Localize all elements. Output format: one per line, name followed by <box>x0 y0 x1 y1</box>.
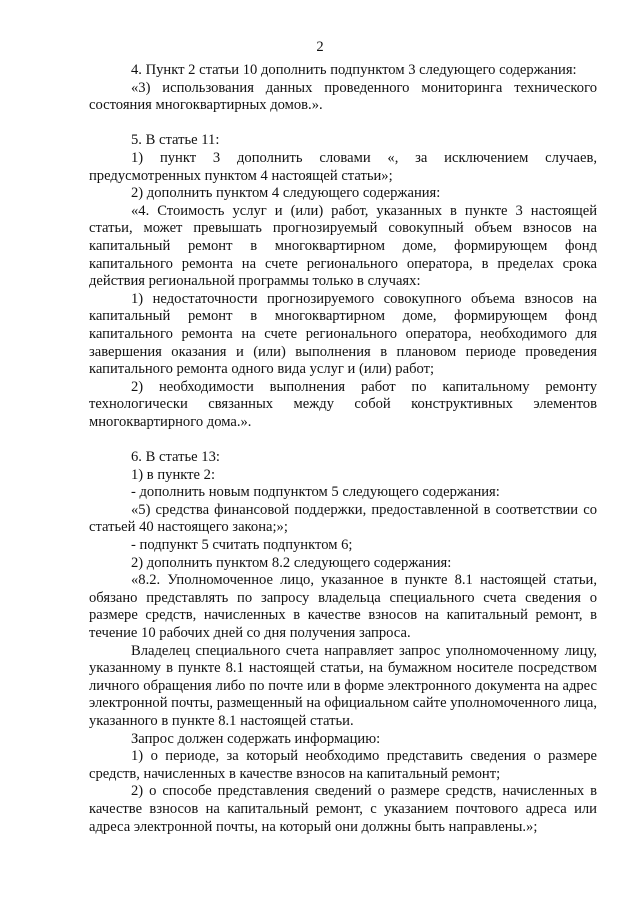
paragraph-dash-renumber: - подпункт 5 считать подпунктом 6; <box>131 537 353 554</box>
paragraph-item-6: 6. В статье 13: <box>131 449 220 466</box>
paragraph-item-6-subitem-1: 1) в пункте 2: <box>131 466 216 483</box>
paragraph-clause-8-2: «8.2. Уполномоченное лицо, указанное в пункте 8.1 настоящей статьи, обязано представлять по запросу владельца специального счета сведения о размере средств, начисленных в качестве взносов на капитальный ремонт, в течение 10 рабочих дней со дня получения запроса. <box>89 572 597 641</box>
paragraph-clause-8-2-info-2: 2) о способе представления сведений о размере средств, начисленных в качестве взносов на капитальный ремонт, с указанием почтового адреса или адреса электронной почты, на который они должны быть направлены.»; <box>89 783 597 835</box>
page-number: 2 <box>316 39 324 55</box>
paragraph-clause-4: «4. Стоимость услуг и (или) работ, указанных в пункте 3 настоящей статьи, может превышать прогнозируемый совокупный объем взносов на капитальный ремонт в многоквартирном доме, формирующем фонд капитального ремонта на счете регионального оператора, в пределах срока действия региональной программы только в случаях: <box>89 202 597 290</box>
paragraph-gap <box>89 431 597 449</box>
paragraph-subitem-5-text: «5) средства финансовой поддержки, предоставленной в соответствии со статьей 40 настоящего закона;»; <box>89 501 597 536</box>
paragraph-item-5: 5. В статье 11: <box>131 132 220 149</box>
paragraph-clause-4-case-2: 2) необходимости выполнения работ по капитальному ремонту технологически связанных между собой конструктивных элементов многоквартирного дома.». <box>89 378 597 430</box>
paragraph-clause-8-2-request: Владелец специального счета направляет запрос уполномоченному лицу, указанному в пункте 8.1 настоящей статьи, на бумажном носителе посредством личного обращения либо по почте или в форме электронного документа на адрес электронной почты, размещенный на официальном сайте уполномоченного лица, указанного в пункте 8.1 настоящей статьи. <box>89 642 598 729</box>
paragraph-clause-8-2-info-1: 1) о периоде, за который необходимо представить сведения о размере средств, начисленных в качестве взносов на капитальный ремонт; <box>89 748 597 782</box>
paragraph-clause-4-case-1: 1) недостаточности прогнозируемого совокупного объема взносов на капитальный ремонт в многоквартирном доме, формирующем фонд капитального ремонта на счете регионального оператора, необходимого для завершения оказания и (или) выполнения в плановом периоде проведения капитального ремонта одного вида услуг и (или) работ; <box>89 290 597 378</box>
document-body <box>89 62 597 836</box>
paragraph-item-6-subitem-2: 2) дополнить пунктом 8.2 следующего содержания: <box>131 554 452 571</box>
paragraph-item-4-subitem-3: «3) использования данных проведенного мониторинга технического состояния многоквартирных домов.». <box>89 79 597 114</box>
paragraph-item-4: 4. Пункт 2 статьи 10 дополнить подпунктом 3 следующего содержания: <box>131 62 577 78</box>
paragraph-item-5-subitem-2: 2) дополнить пунктом 4 следующего содержания: <box>131 185 441 202</box>
paragraph-item-5-subitem-1: 1) пункт 3 дополнить словами «, за исключением случаев, предусмотренных пунктом 4 настоящей статьи»; <box>89 149 597 184</box>
paragraph-gap <box>89 115 597 133</box>
paragraph-dash-add-subitem-5: - дополнить новым подпунктом 5 следующего содержания: <box>131 484 500 501</box>
paragraph-clause-8-2-contents: Запрос должен содержать информацию: <box>131 730 381 747</box>
